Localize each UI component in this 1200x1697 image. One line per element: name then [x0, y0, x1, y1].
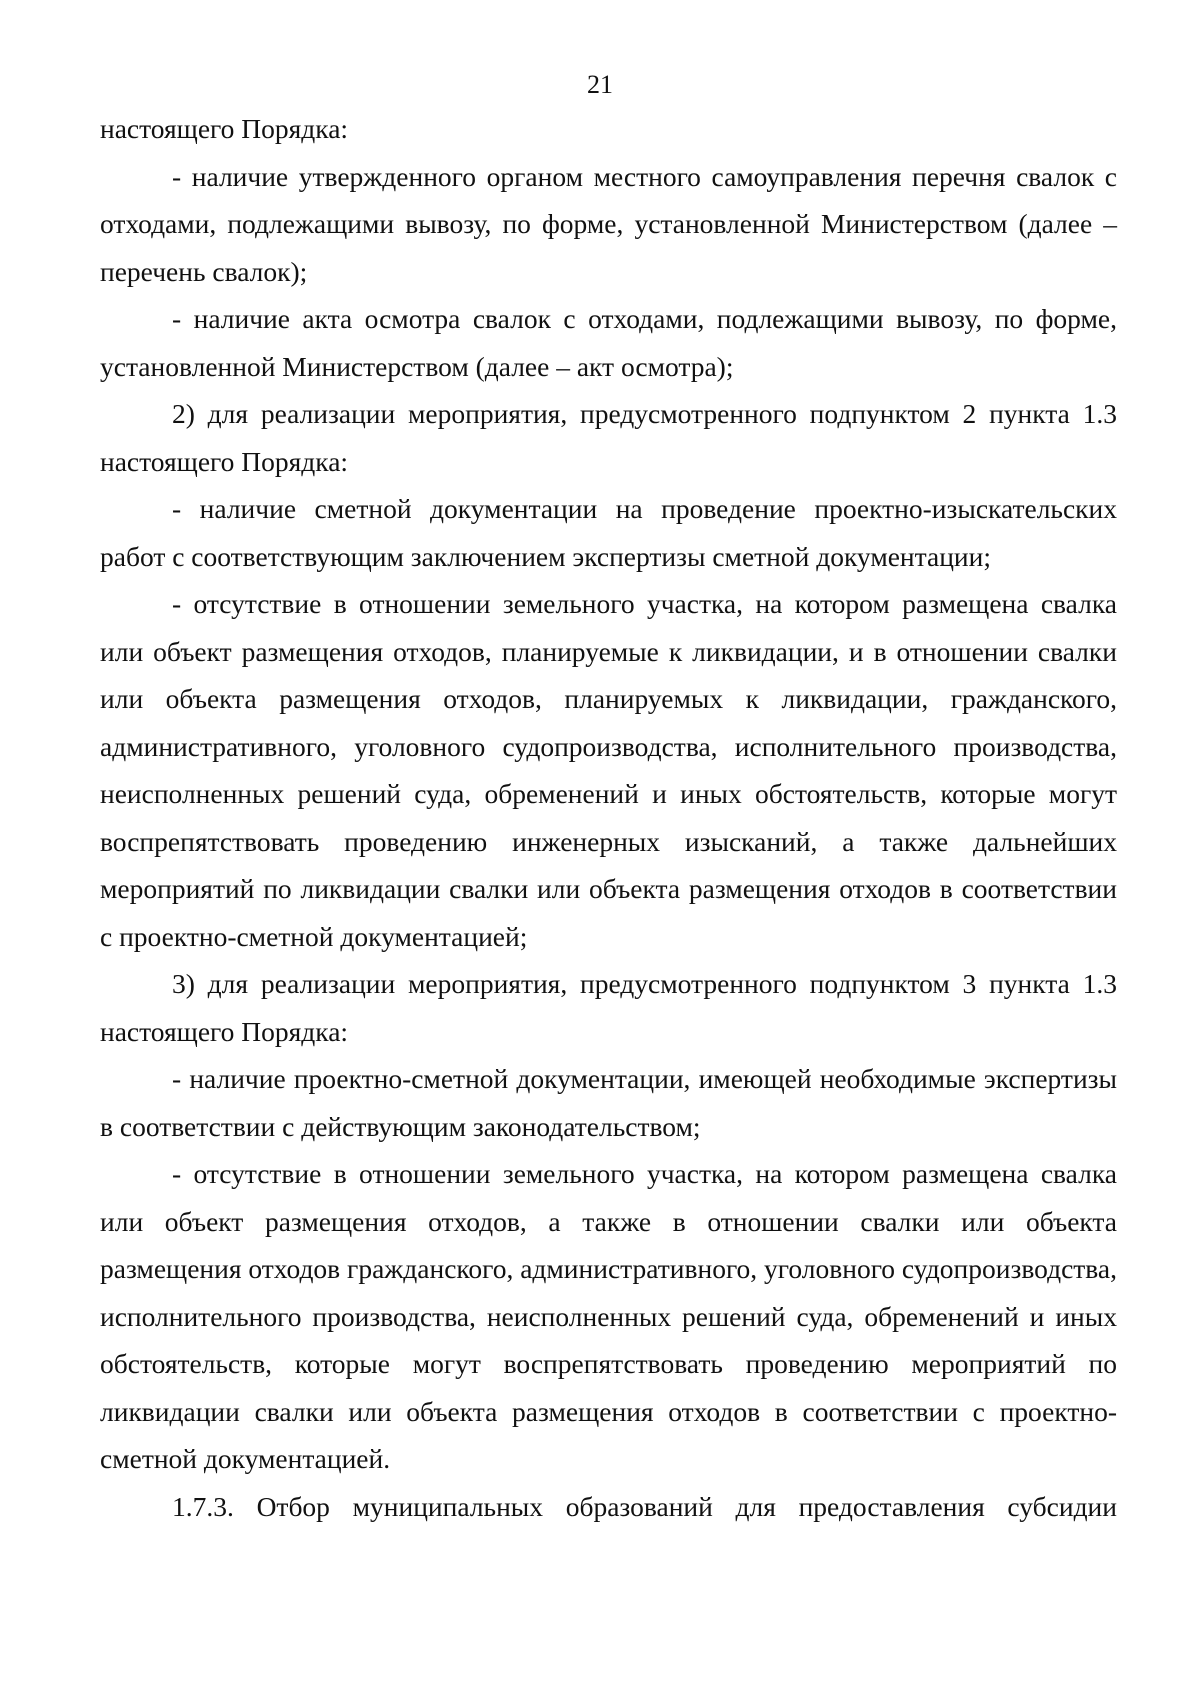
- paragraph-continuation: настоящего Порядка:: [100, 113, 349, 144]
- paragraph-list-item: - наличие сметной документации на проведение проектно-изыскательских работ с соответствующим заключением экспертизы сметной документации;: [100, 493, 1117, 572]
- paragraph-section-start: 1.7.3. Отбор муниципальных образований для предоставления субсидии: [172, 1490, 1117, 1522]
- paragraph-list-item: - наличие утвержденного органом местного самоуправления перечня свалок с отходами, подлежащими вывозу, по форме, установленной Министерством (далее – перечень свалок);: [100, 160, 1117, 287]
- paragraph-numbered-item: 2) для реализации мероприятия, предусмотренного подпунктом 2 пункта 1.3 настоящего Порядка:: [100, 398, 1117, 477]
- paragraph-list-item: - наличие проектно-сметной документации, имеющей необходимые экспертизы в соответствии с действующим законодательством;: [100, 1063, 1117, 1142]
- paragraph-list-item: - отсутствие в отношении земельного участка, на котором размещена свалка или объект размещения отходов, а также в отношении свалки или объекта размещения отходов гражданского, административного, уголовного судопроизводства, исполнительного производства, неисполненных решений суда, обременений и иных обстоятельств, которые могут воспрепятствовать проведению мероприятий по ликвидации свалки или объекта размещения отходов в соответствии с проектно-сметной документацией.: [100, 1158, 1117, 1474]
- paragraph-list-item: - отсутствие в отношении земельного участка, на котором размещена свалка или объект размещения отходов, планируемые к ликвидации, и в отношении свалки или объекта размещения отходов, планируемых к ликвидации, гражданского, административного, уголовного судопроизводства, исполнительного производства, неисполненных решений суда, обременений и иных обстоятельств, которые могут воспрепятствовать проведению инженерных изысканий, а также дальнейших мероприятий по ликвидации свалки или объекта размещения отходов в соответствии с проектно-сметной документацией;: [100, 588, 1117, 952]
- page-number: 21: [587, 70, 613, 99]
- document-body: [100, 105, 1117, 1530]
- paragraph-list-item: - наличие акта осмотра свалок с отходами, подлежащими вывозу, по форме, установленной Министерством (далее – акт осмотра);: [100, 303, 1117, 382]
- paragraph-numbered-item: 3) для реализации мероприятия, предусмотренного подпунктом 3 пункта 1.3 настоящего Порядка:: [100, 968, 1117, 1047]
